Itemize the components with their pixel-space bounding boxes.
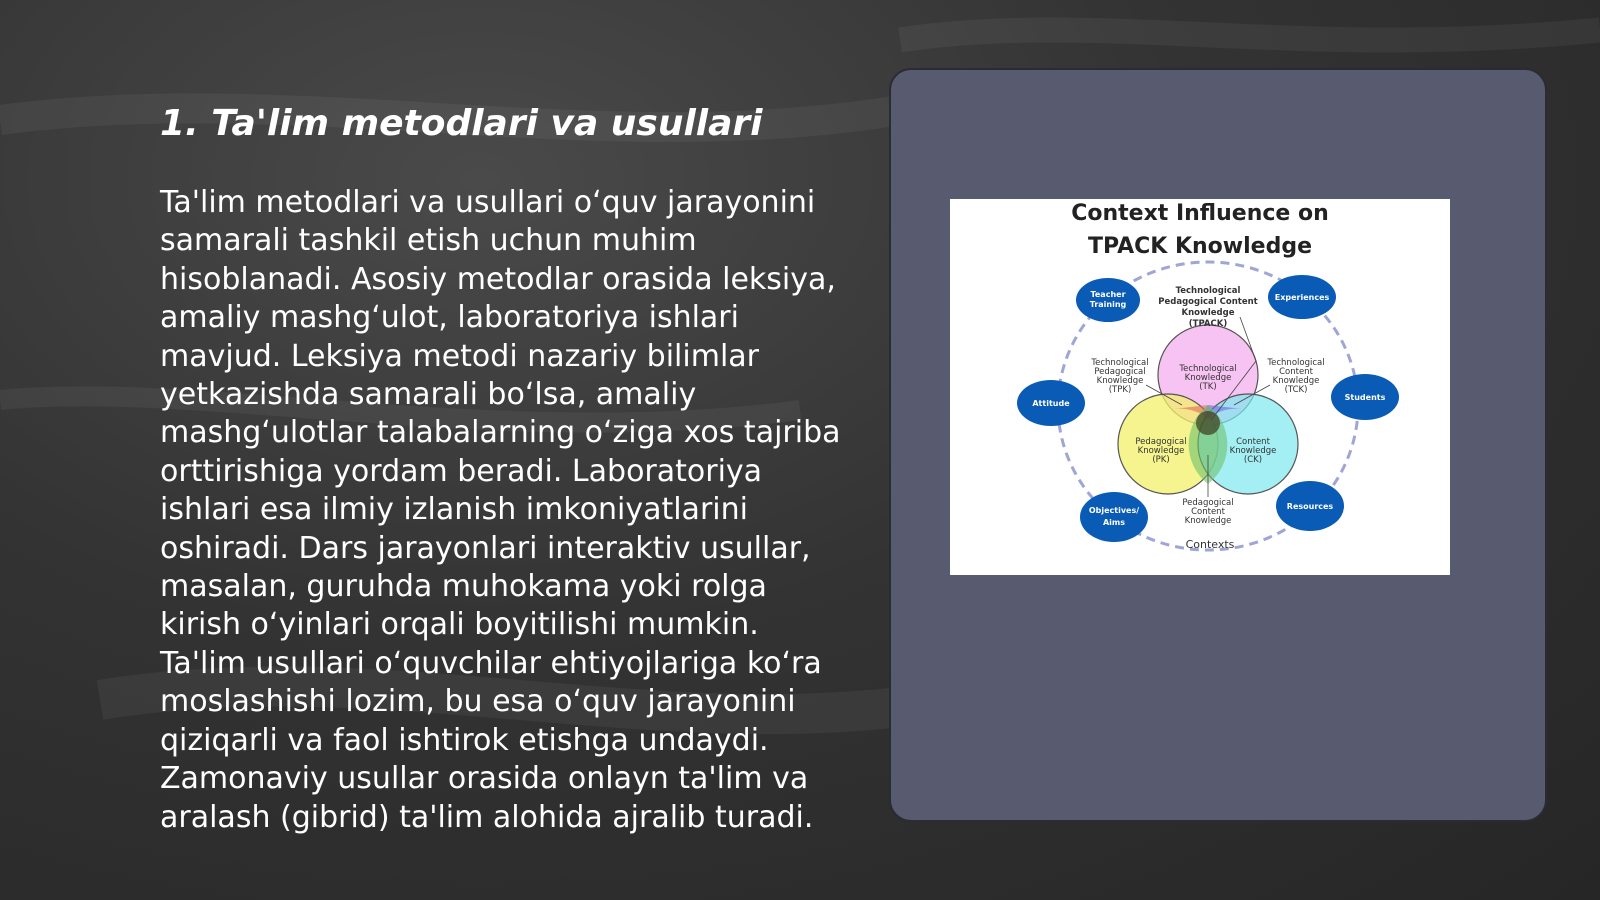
body-line: masalan, guruhda muhokama yoki rolga: [160, 569, 767, 605]
body-line: mashg‘ulotlar talabalarning o‘ziga xos tajriba: [160, 415, 841, 451]
tck-label: Content: [1279, 367, 1313, 377]
contexts-label: Contexts: [1185, 538, 1235, 551]
figure-title-line2: TPACK Knowledge: [1087, 234, 1313, 259]
tpack-center: [1196, 411, 1220, 435]
pk-label: (PK): [1152, 455, 1170, 465]
body-line: qiziqarli va faol ishtirok etishga undaydi.: [160, 722, 769, 758]
ck-label: Knowledge: [1229, 446, 1277, 456]
body-line: Ta'lim metodlari va usullari o‘quv jarayonini: [160, 185, 816, 220]
body-line: oshiradi. Dars jarayonlari interaktiv usullar,: [160, 530, 811, 566]
resources-label: Resources: [1286, 502, 1334, 511]
ck-label: Content: [1236, 437, 1270, 447]
tpack-label: Pedagogical Content: [1158, 297, 1258, 307]
tpk-label: Technological: [1091, 358, 1149, 368]
body-line: amaliy mashg‘ulot, laboratoriya ishlari: [160, 300, 739, 336]
tpack-label: Knowledge: [1181, 308, 1235, 318]
pck-label: Knowledge: [1184, 516, 1232, 526]
experiences-label: Experiences: [1274, 293, 1330, 302]
tck-label: Technological: [1267, 358, 1325, 368]
body-line: hisoblanadi. Asosiy metodlar orasida leksiya,: [160, 261, 836, 297]
body-line: aralash (gibrid) ta'lim alohida ajralib turadi.: [160, 799, 814, 835]
body-line: moslashishi lozim, bu esa o‘quv jarayonini: [160, 684, 796, 720]
pk-label: Knowledge: [1137, 446, 1185, 456]
slide-title: 1. Ta'lim metodlari va usullari: [160, 103, 763, 144]
students-label: Students: [1344, 393, 1386, 402]
figure-title-line1: Context Influence on: [1071, 201, 1329, 226]
body-line: Ta'lim usullari o‘quvchilar ehtiyojlariga ko‘ra: [160, 645, 822, 681]
body-line: ishlari esa ilmiy izlanish imkoniyatlarini: [160, 492, 748, 528]
body-line: kirish o‘yinlari orqali boyitilishi mumkin.: [160, 607, 759, 643]
attitude-label: Attitude: [1032, 399, 1070, 408]
tpack-figure: [950, 199, 1450, 575]
tpack-diagram: [950, 199, 1450, 575]
tk-label: (TK): [1199, 382, 1217, 392]
body-line: orttirishiga yordam beradi. Laboratoriya: [160, 453, 763, 489]
body-line: Zamonaviy usullar orasida onlayn ta'lim va: [160, 761, 809, 797]
objectives-aims-label: Objectives/: [1088, 506, 1140, 515]
tk-label: Knowledge: [1184, 373, 1232, 383]
tpack-label: Technological: [1175, 286, 1241, 296]
tk-label: Technological: [1179, 364, 1237, 374]
tpk-label: (TPK): [1108, 385, 1132, 395]
objectives-aims-label: Aims: [1102, 518, 1126, 527]
pck-label: Pedagogical: [1182, 498, 1234, 508]
tck-label: Knowledge: [1272, 376, 1320, 386]
teacher-training-label: Teacher: [1090, 290, 1126, 299]
body-line: mavjud. Leksiya metodi nazariy bilimlar: [160, 338, 760, 374]
body-line: yetkazishda samarali bo‘lsa, amaliy: [160, 377, 697, 413]
objectives-aims-node: [1080, 492, 1148, 542]
tpk-label: Knowledge: [1096, 376, 1144, 386]
ck-label: (CK): [1243, 455, 1263, 465]
tpack-label: (TPACK): [1188, 319, 1228, 329]
pck-label: Content: [1191, 507, 1225, 517]
tpk-label: Pedagogical: [1094, 367, 1146, 377]
body-line: samarali tashkil etish uchun muhim: [160, 223, 697, 259]
tck-label: (TCK): [1284, 385, 1308, 395]
slide-body-text: [160, 184, 850, 837]
teacher-training-label: Training: [1089, 300, 1127, 309]
pk-label: Pedagogical: [1135, 437, 1187, 447]
